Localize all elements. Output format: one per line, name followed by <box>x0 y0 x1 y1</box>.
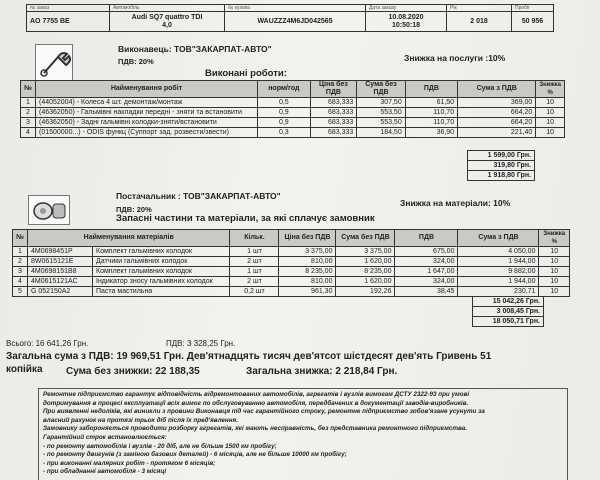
works-row-sum: 553,50 <box>357 118 405 128</box>
parts-row-name: Датчики гальмівних колодок <box>93 257 230 267</box>
table-row <box>21 128 565 138</box>
label-date: Дата заказу <box>366 5 447 12</box>
works-row-vat: 110,70 <box>405 118 457 128</box>
parts-table <box>12 229 570 297</box>
works-total-vat: 319,80 Грн. <box>468 161 535 171</box>
vehicle-plate: AO 7755 BE <box>27 12 110 32</box>
works-row-total: 369,00 <box>458 98 536 108</box>
table-row <box>13 277 570 287</box>
works-row-disc: 10 <box>536 108 565 118</box>
table-row <box>21 118 565 128</box>
parts-col-vat: ПДВ <box>395 230 458 247</box>
parts-totals <box>472 296 544 327</box>
parts-row-disc: 10 <box>539 257 570 267</box>
summary-no-discount: Сума без знижки: 22 188,35 <box>66 366 200 377</box>
note-line: - по ремонту двигунів (з заміною базових деталей) - 6 місяців, але не більше 10000 км пробігу; <box>43 451 347 459</box>
summary-grand-value: 19 969,51 Грн. <box>116 351 184 362</box>
parts-row-name: Комплект гальмівних колодок <box>93 247 230 257</box>
works-row-total: 664,20 <box>458 108 536 118</box>
works-executor: Виконавець: ТОВ"ЗАКАРПАТ-АВТО" <box>118 44 272 54</box>
label-car: Автомобіль <box>110 5 225 12</box>
summary-discount-total: Загальна знижка: 2 218,84 Грн. <box>246 366 398 377</box>
parts-row-name: Комплект гальмівних колодок <box>93 267 230 277</box>
table-row <box>21 98 565 108</box>
summary-grand-label: Загальна сума з ПДВ: <box>6 351 114 362</box>
parts-row-price: 810,00 <box>279 257 336 267</box>
parts-col-discount: Знижка % <box>539 230 570 247</box>
parts-row-num: 1 <box>13 247 28 257</box>
works-col-norm: норм/год <box>258 81 311 98</box>
works-totals <box>467 150 535 181</box>
parts-vat-rate: ПДВ: 20% <box>116 205 152 214</box>
parts-row-qty: 2 шт <box>230 257 279 267</box>
parts-row-num: 2 <box>13 257 28 267</box>
vehicle-time: 10:50:18 <box>391 21 421 29</box>
parts-col-sum: Сума без ПДВ <box>336 230 395 247</box>
works-row-norm: 0,9 <box>258 108 311 118</box>
works-row-name: (44052004) - Колеса 4 шт. демонтаж/монтаж <box>35 98 257 108</box>
works-row-name: (46362050) - Гальмівні накладки передні - зняти та встановити <box>35 108 257 118</box>
works-row-num: 2 <box>21 108 36 118</box>
note-line: - при виконанні малярних робіт - протягом 6 місяців; <box>43 459 216 467</box>
parts-row-price: 8 235,00 <box>279 267 336 277</box>
brake-parts-icon <box>28 195 70 225</box>
vehicle-date: 10.08.2020 <box>388 13 424 21</box>
works-row-norm: 0,5 <box>258 98 311 108</box>
parts-row-sum: 1 620,00 <box>336 257 395 267</box>
summary-grand <box>6 351 491 362</box>
parts-total-gross: 18 050,71 Грн. <box>473 317 544 327</box>
parts-row-name: Індикатор зносу гальмівних колодок <box>93 277 230 287</box>
summary-vat: ПДВ: 3 328,25 Грн. <box>166 339 236 348</box>
parts-row-price: 961,30 <box>279 287 336 297</box>
parts-row-total: 230,71 <box>458 287 539 297</box>
works-row-vat: 110,70 <box>405 108 457 118</box>
summary-total: Всього: 16 641,26 Грн. <box>6 339 89 348</box>
table-row <box>21 108 565 118</box>
works-title: Виконані роботи: <box>205 68 287 79</box>
parts-row-vat: 38,45 <box>395 287 458 297</box>
works-row-sum: 184,50 <box>357 128 405 138</box>
parts-row-price: 3 375,00 <box>279 247 336 257</box>
works-row-num: 1 <box>21 98 36 108</box>
label-vin: № кузова <box>225 5 366 12</box>
works-row-price: 683,333 <box>310 98 357 108</box>
note-line: Гарантійний строк встановлюється: <box>43 433 167 441</box>
works-col-discount: Знижка % <box>536 81 565 98</box>
note-line: дотримування в процесі експлуатації всіх вимог по обслуговуванню автомобіля, передбачених в документації заводів-виробників. <box>43 399 469 407</box>
parts-row-code: 4M0698451P <box>28 247 93 257</box>
warranty-notes <box>38 388 568 480</box>
note-line: власний рахунок на протязі трьох діб після їх пред'явлення. <box>43 416 238 424</box>
parts-col-qty: Кільк. <box>230 230 279 247</box>
table-row <box>13 287 570 297</box>
parts-row-qty: 1 шт <box>230 247 279 257</box>
works-row-disc: 10 <box>536 118 565 128</box>
parts-total-vat: 3 008,45 Грн. <box>473 307 544 317</box>
works-discount-note: Знижка на послуги :10% <box>404 53 506 63</box>
parts-row-total: 9 882,00 <box>458 267 539 277</box>
works-row-price: 683,333 <box>310 108 357 118</box>
note-line: Замовнику забороняється проводити розборку агрегатів, які мають несправність, без представника ремонтного підприємства. <box>43 425 467 433</box>
parts-discount-note: Знижка на матеріали: 10% <box>400 198 511 208</box>
note-line: При виявленні недоліків, які виникли з провини Виконавця під час гарантійного строку, ремонтне підприємство зобов'язане усунути за <box>43 408 485 416</box>
parts-row-qty: 0,2 шт <box>230 287 279 297</box>
parts-col-num: № <box>13 230 28 247</box>
parts-row-num: 5 <box>13 287 28 297</box>
parts-row-vat: 675,00 <box>395 247 458 257</box>
vehicle-date-cell <box>366 12 447 32</box>
works-row-sum: 553,50 <box>357 108 405 118</box>
works-row-num: 3 <box>21 118 36 128</box>
parts-row-vat: 324,00 <box>395 257 458 267</box>
summary-grand-words: Дев'ятнадцять тисяч дев'ятсот шістдесят дев'ять Гривень 51 <box>186 351 492 362</box>
works-row-num: 4 <box>21 128 36 138</box>
table-row <box>13 257 570 267</box>
parts-row-num: 3 <box>13 267 28 277</box>
vehicle-info-table <box>26 4 554 32</box>
works-table <box>20 80 565 138</box>
works-row-vat: 36,90 <box>405 128 457 138</box>
works-vat-rate: ПДВ: 20% <box>118 57 154 66</box>
works-total-gross: 1 918,80 Грн. <box>468 171 535 181</box>
works-col-name: Найменування робіт <box>35 81 257 98</box>
parts-row-num: 4 <box>13 277 28 287</box>
parts-row-sum: 3 375,00 <box>336 247 395 257</box>
summary-grand-words-2: копійка <box>6 364 43 375</box>
works-row-sum: 307,50 <box>357 98 405 108</box>
parts-row-vat: 1 647,00 <box>395 267 458 277</box>
works-row-price: 683,333 <box>310 128 357 138</box>
works-row-norm: 0,3 <box>258 128 311 138</box>
works-total-net: 1 599,00 Грн. <box>468 151 535 161</box>
parts-row-disc: 10 <box>539 267 570 277</box>
vehicle-mileage: 50 956 <box>512 12 554 32</box>
note-line: Ремонтне підприємство гарантує відповідність відремонтованих автомобілів, агрегатів і вузлів вимогам ДСТУ 2322-93 при умові <box>43 391 470 398</box>
label-year: Рік <box>447 5 512 12</box>
works-row-vat: 61,50 <box>405 98 457 108</box>
parts-supplier: Постачальник : ТОВ"ЗАКАРПАТ-АВТО" <box>116 191 281 201</box>
vehicle-engine: 4,0 <box>162 21 172 29</box>
parts-row-disc: 10 <box>539 247 570 257</box>
parts-row-sum: 1 620,00 <box>336 277 395 287</box>
works-col-sum: Сума без ПДВ <box>357 81 405 98</box>
vehicle-year: 2 018 <box>447 12 512 32</box>
parts-col-name: Найменування матеріалів <box>28 230 230 247</box>
parts-row-sum: 192,26 <box>336 287 395 297</box>
works-row-norm: 0,9 <box>258 118 311 128</box>
parts-row-price: 810,00 <box>279 277 336 287</box>
vehicle-model: Audi SQ7 quattro TDI <box>131 13 203 21</box>
wrench-icon <box>35 44 73 82</box>
works-col-num: № <box>21 81 36 98</box>
parts-row-sum: 8 235,00 <box>336 267 395 277</box>
parts-col-total: Сума з ПДВ <box>458 230 539 247</box>
table-row <box>13 247 570 257</box>
works-row-disc: 10 <box>536 98 565 108</box>
label-order: № заказ <box>27 5 110 12</box>
works-row-name: (01500000...) - ODIS функц (Суппорт зад. розвести/звести) <box>35 128 257 138</box>
note-line: - при обладнанні автомобіля - 3 місяці <box>43 468 167 476</box>
parts-row-disc: 10 <box>539 277 570 287</box>
works-row-name: (46362050) - Задні гальмівні колодки-зняти/встановити <box>35 118 257 128</box>
parts-row-total: 1 944,00 <box>458 257 539 267</box>
works-row-disc: 10 <box>536 128 565 138</box>
parts-col-price: Ціна без ПДВ <box>279 230 336 247</box>
parts-row-vat: 324,00 <box>395 277 458 287</box>
parts-row-code: G 052150A2 <box>28 287 93 297</box>
parts-row-code: 8W0615121E <box>28 257 93 267</box>
works-row-price: 683,333 <box>310 118 357 128</box>
parts-title: Запасні частини та матеріали, за які сплачує замовник <box>116 213 375 224</box>
note-line: - по ремонту автомобілів і вузлів - 20 діб, але не більше 1500 км пробігу; <box>43 442 277 450</box>
parts-row-qty: 2 шт <box>230 277 279 287</box>
vehicle-model-cell <box>110 12 225 32</box>
parts-row-name: Паста мастильна <box>93 287 230 297</box>
parts-row-qty: 1 шт <box>230 267 279 277</box>
parts-row-total: 4 050,00 <box>458 247 539 257</box>
parts-row-disc: 10 <box>539 287 570 297</box>
parts-row-code: 4M0698151B8 <box>28 267 93 277</box>
parts-total-net: 15 042,26 Грн. <box>473 297 544 307</box>
works-row-total: 664,20 <box>458 118 536 128</box>
works-col-price: Ціна без ПДВ <box>310 81 357 98</box>
parts-row-code: 4M0615121AC <box>28 277 93 287</box>
label-mileage: Пробіг <box>512 5 554 12</box>
table-row <box>13 267 570 277</box>
vehicle-vin: WAUZZZ4M6JD042565 <box>225 12 366 32</box>
parts-row-total: 1 944,00 <box>458 277 539 287</box>
works-row-total: 221,40 <box>458 128 536 138</box>
works-col-total: Сума з ПДВ <box>458 81 536 98</box>
works-col-vat: ПДВ <box>405 81 457 98</box>
